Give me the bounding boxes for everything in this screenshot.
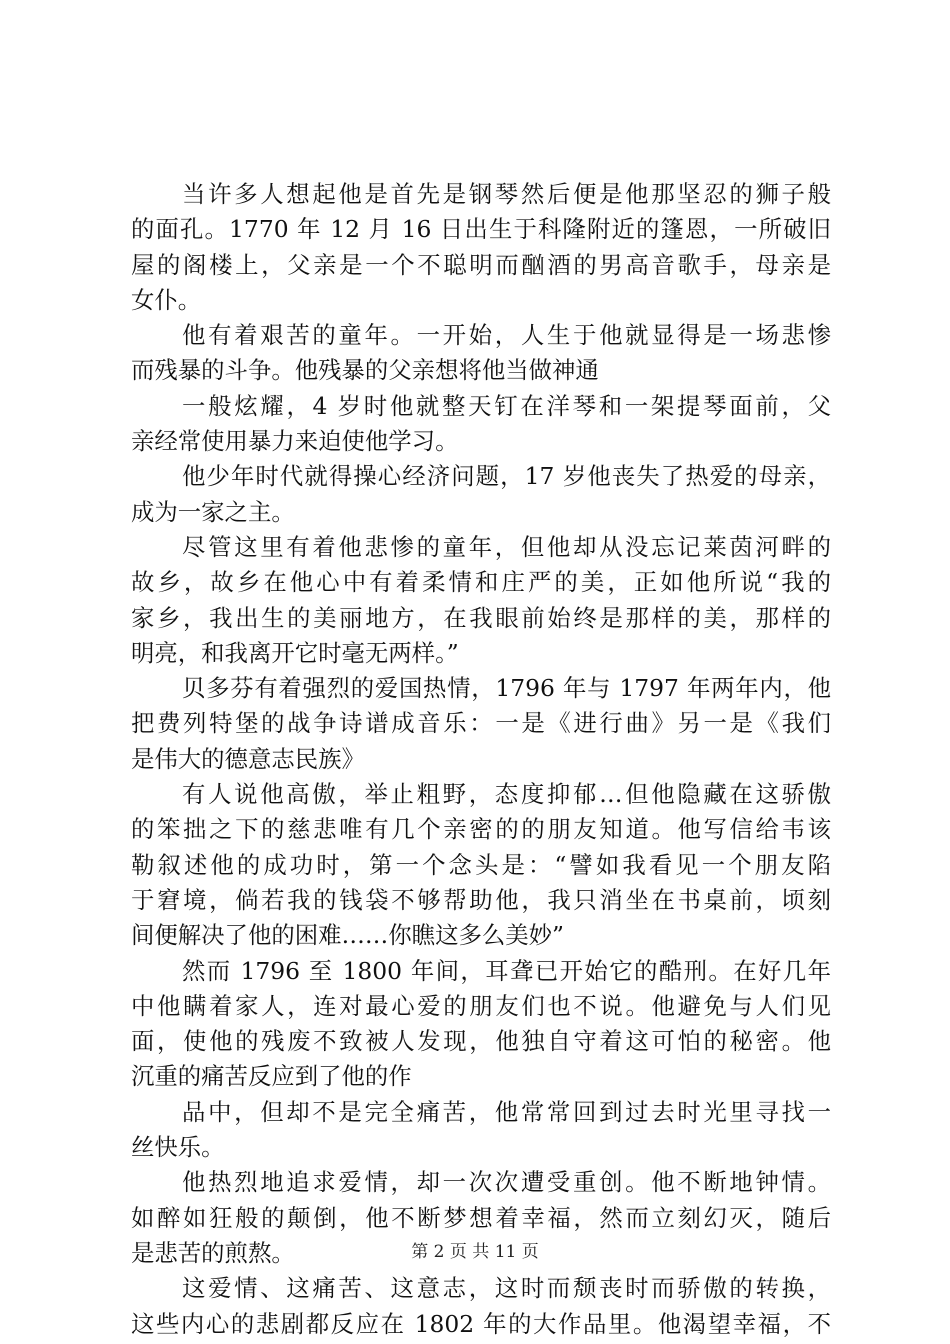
text-line: 中他瞒着家人，连对最心爱的朋友们也不说。他避免与人们见 xyxy=(131,991,831,1020)
text-line: 丝快乐。 xyxy=(131,1133,225,1162)
text-line: 面，使他的残废不致被人发现，他独自守着这可怕的秘密。他 xyxy=(131,1027,831,1056)
text-line: 贝多芬有着强烈的爱国热情，1796 年与 1797 年两年内，他 xyxy=(182,674,831,703)
text-line: 成为一家之主。 xyxy=(131,497,295,526)
text-line: 的笨拙之下的慈悲唯有几个亲密的的朋友知道。他写信给韦该 xyxy=(131,815,831,844)
text-line: 明亮，和我离开它时毫无两样。” xyxy=(131,638,459,667)
text-line: 尽管这里有着他悲惨的童年，但他却从没忘记莱茵河畔的 xyxy=(182,532,831,561)
text-line: 家乡，我出生的美丽地方，在我眼前始终是那样的美，那样的 xyxy=(131,603,831,632)
text-line: 这爱情、这痛苦、这意志，这时而颓丧时而骄傲的转换， xyxy=(182,1274,831,1303)
text-line: 而残暴的斗争。他残暴的父亲想将他当做神通 xyxy=(131,356,599,385)
text-line: 勒叙述他的成功时，第一个念头是：“譬如我看见一个朋友陷 xyxy=(131,850,831,879)
text-line: 这些内心的悲剧都反应在 1802 年的大作品里。他渴望幸福，不 xyxy=(131,1309,831,1338)
text-line: 当许多人想起他是首先是钢琴然后便是他那坚忍的狮子般 xyxy=(182,180,831,208)
text-line: 是悲苦的煎熬。 xyxy=(131,1238,295,1267)
text-line: 故乡，故乡在他心中有着柔情和庄严的美，正如他所说“我的 xyxy=(131,568,831,597)
text-line: 他有着艰苦的童年。一开始，人生于他就显得是一场悲惨 xyxy=(182,321,831,350)
text-line: 有人说他高傲，举止粗野，态度抑郁…但他隐藏在这骄傲 xyxy=(182,780,831,809)
page-footer: 第 2 页 共 11 页 xyxy=(411,1242,539,1262)
text-line: 把费列特堡的战争诗谱成音乐：一是《进行曲》另一是《我们 xyxy=(131,709,831,738)
text-line: 于窘境，倘若我的钱袋不够帮助他，我只消坐在书桌前，顷刻 xyxy=(131,885,831,914)
text-line: 然而 1796 至 1800 年间，耳聋已开始它的酷刑。在好几年 xyxy=(182,956,831,985)
text-line: 沉重的痛苦反应到了他的作 xyxy=(131,1062,412,1091)
text-line: 是伟大的德意志民族》 xyxy=(131,744,365,773)
text-line: 屋的阁楼上，父亲是一个不聪明而酗酒的男高音歌手，母亲是 xyxy=(131,250,831,279)
text-line: 的面孔。1770 年 12 月 16 日出生于科隆附近的篷恩，一所破旧 xyxy=(131,215,831,244)
text-line: 女仆。 xyxy=(131,285,202,314)
text-line: 一般炫耀，4 岁时他就整天钉在洋琴和一架提琴面前，父 xyxy=(182,391,831,420)
text-line: 他热烈地追求爱情，却一次次遭受重创。他不断地钟情。 xyxy=(182,1168,831,1197)
text-line: 亲经常使用暴力来迫使他学习。 xyxy=(131,427,459,456)
text-line: 品中，但却不是完全痛苦，他常常回到过去时光里寻找一 xyxy=(182,1097,831,1126)
document-body xyxy=(131,177,831,1342)
text-line: 他少年时代就得操心经济问题，17 岁他丧失了热爱的母亲， xyxy=(182,462,831,491)
text-line: 间便解决了他的困难……你瞧这多么美妙” xyxy=(131,921,564,950)
text-line: 如醉如狂般的颠倒，他不断梦想着幸福，然而立刻幻灭，随后 xyxy=(131,1203,831,1232)
